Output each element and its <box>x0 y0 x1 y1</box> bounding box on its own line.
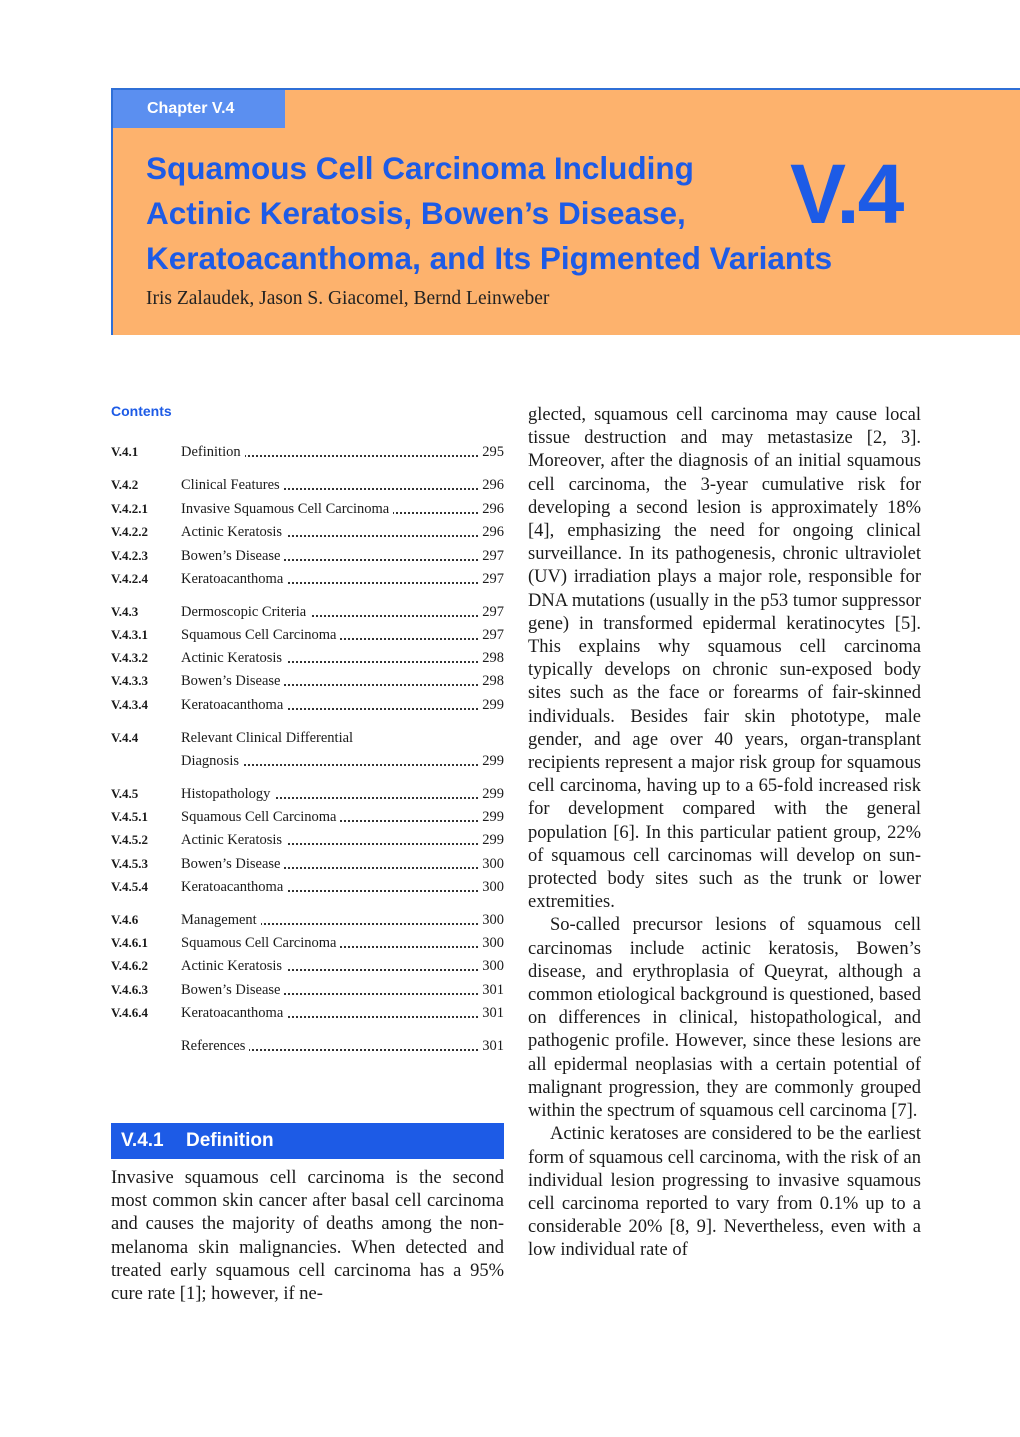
toc-entry-number: V.4.5.3 <box>111 856 148 871</box>
authors: Iris Zalaudek, Jason S. Giacomel, Bernd Leinweber <box>146 288 550 309</box>
toc-entry-number: V.4.2.1 <box>111 501 148 516</box>
toc-entry[interactable] <box>111 1002 504 1024</box>
toc-entry[interactable] <box>111 979 504 1001</box>
toc-entry-number: V.4.3.1 <box>111 627 148 642</box>
toc-entry-page: 300 <box>479 955 504 977</box>
toc-entry-label: Bowen’s Disease <box>181 853 284 875</box>
toc-entry-page: 298 <box>479 647 504 669</box>
toc-entry-number: V.4.3.2 <box>111 650 148 665</box>
toc-entry[interactable] <box>111 624 504 646</box>
chapter-tab: Chapter V.4 <box>113 90 285 128</box>
toc-entry-label: Bowen’s Disease <box>181 670 284 692</box>
toc-entry-number: V.4.2 <box>111 477 139 492</box>
toc-entry-page: 297 <box>479 545 504 567</box>
title-line: Squamous Cell Carcinoma Including <box>146 150 694 186</box>
body-paragraph: So-called precursor lesions of squamous cell carcinomas include actinic keratosis, Bowen’s disease, and erythroplasia of Queyrat, although a common etiological background is questioned, based on differences in clinical, histopathological, and pathogenic profile. However, since these lesions are all epidermal neoplasias with a certain potential of malignant progression, they are commonly grouped within the spectrum of squamous cell carcinoma [7]. <box>528 915 921 1122</box>
toc-entry-label: Actinic Keratosis <box>181 647 286 669</box>
toc-entry[interactable] <box>111 521 504 543</box>
toc-entry-page: 300 <box>479 853 504 875</box>
toc-entry-label: Clinical Features <box>181 474 284 496</box>
toc-entry-number: V.4.5.4 <box>111 879 148 894</box>
toc-entry-page: 299 <box>479 806 504 828</box>
toc-entry-number: V.4.2.4 <box>111 571 148 586</box>
toc-entry-page: 300 <box>479 909 504 931</box>
toc-entry-page: 301 <box>479 1035 504 1057</box>
toc-entry-label: Bowen’s Disease <box>181 979 284 1001</box>
toc-entry-label: Relevant Clinical Differential <box>181 727 357 749</box>
toc-entry-number: V.4.3.4 <box>111 697 148 712</box>
toc-entry-label: Diagnosis <box>181 750 243 772</box>
toc-entry-label: References <box>181 1035 249 1057</box>
toc-entry[interactable] <box>111 670 504 692</box>
toc-entry-number: V.4.2.3 <box>111 548 148 563</box>
toc-entry[interactable] <box>111 750 504 772</box>
toc-entry-label: Actinic Keratosis <box>181 521 286 543</box>
contents-heading: Contents <box>111 403 172 419</box>
toc-entry-label: Actinic Keratosis <box>181 829 286 851</box>
section-number: V.4.1 <box>121 1130 164 1151</box>
toc-entry-number: V.4.4 <box>111 730 139 745</box>
right-column-text <box>528 404 921 1263</box>
toc-entry-label: Definition <box>181 441 245 463</box>
toc-entry[interactable] <box>111 498 504 520</box>
toc-entry-label: Keratoacanthoma <box>181 1002 287 1024</box>
toc-entry-number: V.4.6 <box>111 912 139 927</box>
toc-entry[interactable] <box>111 601 504 623</box>
toc-entry-label: Squamous Cell Carcinoma <box>181 932 340 954</box>
toc-entry-number: V.4.5.2 <box>111 832 148 847</box>
toc-entry[interactable] <box>111 474 504 496</box>
toc-entry-page: 296 <box>479 498 504 520</box>
title-line: Keratoacanthoma, and Its Pigmented Variants <box>146 240 833 276</box>
toc-entry-page: 299 <box>479 783 504 805</box>
toc-entry-page: 300 <box>479 876 504 898</box>
toc-entry-number: V.4.3.3 <box>111 673 148 688</box>
toc-entry-page: 297 <box>479 624 504 646</box>
toc-entry[interactable] <box>111 727 504 749</box>
title-line: Actinic Keratosis, Bowen’s Disease, <box>146 195 686 231</box>
toc-entry-label: Histopathology <box>181 783 274 805</box>
toc-entry[interactable] <box>111 806 504 828</box>
toc-entry[interactable] <box>111 694 504 716</box>
toc-entry-page: 299 <box>479 750 504 772</box>
toc-entry[interactable] <box>111 876 504 898</box>
toc-entry-number: V.4.6.3 <box>111 982 148 997</box>
toc-entry[interactable] <box>111 909 504 931</box>
toc-entry-label: Management <box>181 909 261 931</box>
toc-entry-page: 297 <box>479 568 504 590</box>
body-paragraph: glected, squamous cell carcinoma may cause local tissue destruction and may metastasize [2, 3]. Moreover, after the diagnosis of an initial squamous cell carcinoma, the 3-year cumulative risk for developing a second lesion is approximately 18% [4], emphasizing the need for ongoing clinical surveillance. In its pathogenesis, chronic ultraviolet (UV) irradiation plays a major role, responsible for DNA mutations (usually in the p53 tumor suppressor gene) in transformed epidermal keratinocytes [5]. This explains why squamous cell carcinoma typically develops on chronic sun-exposed body sites such as the face or forearms of fair-skinned individuals. Besides fair skin phototype, male gender, and age over 40 years, organ-transplant recipients represent a major risk group for squamous cell carcinoma, having up to a 65-fold increased risk for development compared with the general population [6]. In this particular patient group, 22% of squamous cell carcinomas will develop on sun-protected body sites such as the trunk or lower extremities. <box>528 405 921 913</box>
toc-entry-label: Keratoacanthoma <box>181 694 287 716</box>
toc-entry-page: 301 <box>479 1002 504 1024</box>
toc-entry-page: 295 <box>479 441 504 463</box>
toc-entry-number: V.4.3 <box>111 604 139 619</box>
toc-entry-number: V.4.6.1 <box>111 935 148 950</box>
toc-entry-page: 296 <box>479 474 504 496</box>
toc-entry-number: V.4.6.4 <box>111 1005 148 1020</box>
toc-entry[interactable] <box>111 853 504 875</box>
toc-entry-label: Squamous Cell Carcinoma <box>181 806 340 828</box>
toc-entry-number: V.4.5.1 <box>111 809 148 824</box>
toc-entry-page: 298 <box>479 670 504 692</box>
body-paragraph: Invasive squamous cell carcinoma is the second most common skin cancer after basal cell carcinoma and causes the majority of deaths among the non-melanoma skin malignancies. When detected and treated early squamous cell carcinoma has a 95% cure rate [1]; however, if ne- <box>111 1168 504 1305</box>
toc-entry[interactable] <box>111 955 504 977</box>
section-title: Definition <box>186 1130 274 1151</box>
toc-entry[interactable] <box>111 647 504 669</box>
toc-entry-number: V.4.1 <box>111 444 139 459</box>
section-heading-bar <box>111 1123 504 1159</box>
toc-entry-page: 299 <box>479 829 504 851</box>
toc-entry-label: Actinic Keratosis <box>181 955 286 977</box>
toc-entry-page: 296 <box>479 521 504 543</box>
toc-entry-page: 299 <box>479 694 504 716</box>
toc-entry-page: 301 <box>479 979 504 1001</box>
toc-entry-label: Bowen’s Disease <box>181 545 284 567</box>
toc-entry-number: V.4.5 <box>111 786 139 801</box>
toc-entry-label: Dermoscopic Criteria <box>181 601 310 623</box>
toc-entry-label: Keratoacanthoma <box>181 876 287 898</box>
toc-entry-page: 297 <box>479 601 504 623</box>
toc-entry[interactable] <box>111 1035 504 1057</box>
toc-entry[interactable] <box>111 829 504 851</box>
toc-entry[interactable] <box>111 545 504 567</box>
chapter-number-mark: V.4 <box>790 147 903 241</box>
toc-entry[interactable] <box>111 441 504 463</box>
toc-entry[interactable] <box>111 783 504 805</box>
toc-entry-label: Invasive Squamous Cell Carcinoma <box>181 498 393 520</box>
toc-entry-number: V.4.2.2 <box>111 524 148 539</box>
toc-entry[interactable] <box>111 568 504 590</box>
toc-entry-page: 300 <box>479 932 504 954</box>
toc-entry-number: V.4.6.2 <box>111 958 148 973</box>
body-paragraph: Actinic keratoses are considered to be the earliest form of squamous cell carcinoma, with the risk of an individual lesion progressing to invasive squamous cell carcinoma reported to vary from 0.1% up to a considerable 20% [8, 9]. Nevertheless, even with a low individual rate of <box>528 1124 921 1261</box>
toc-entry-label: Keratoacanthoma <box>181 568 287 590</box>
toc-entry-label: Squamous Cell Carcinoma <box>181 624 340 646</box>
toc-entry[interactable] <box>111 932 504 954</box>
